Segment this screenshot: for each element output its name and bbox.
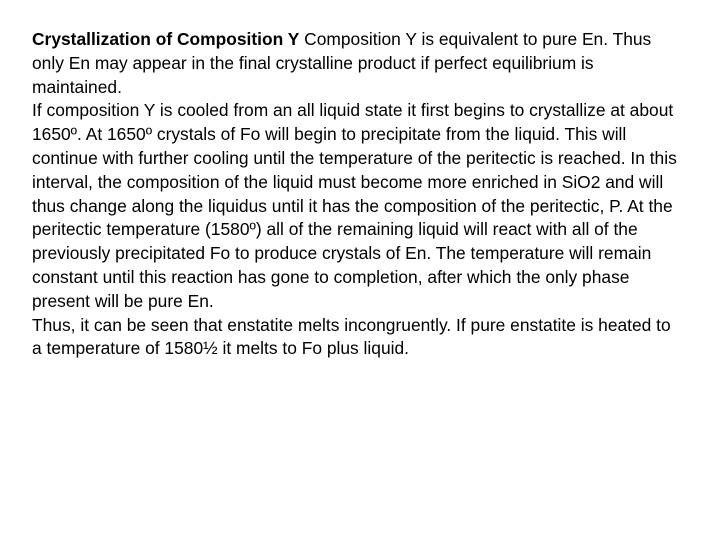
text-block (32, 28, 682, 361)
paragraph-1 (32, 28, 682, 99)
section-heading: Crystallization of Composition Y (32, 29, 300, 49)
paragraph-2: If composition Y is cooled from an all liquid state it first begins to crystallize at about 1650º. At 1650º crystals of Fo will begin to precipitate from the liquid. This will continue with further cooling until the temperature of the peritectic is reached. In this interval, the composition of the liquid must become more enriched in SiO2 and will thus change along the liquidus until it has the composition of the peritectic, P. At the peritectic temperature (1580º) all of the remaining liquid will react with all of the previously precipitated Fo to produce crystals of En. The temperature will remain constant until this reaction has gone to completion, after which the only phase present will be pure En. (32, 100, 677, 311)
paragraph-1-text: Composition Y is equivalent to pure En. Thus only En may appear in the final crystalline product if perfect equilibrium is maintained. (32, 29, 652, 97)
paragraph-3: Thus, it can be seen that enstatite melts incongruently. If pure enstatite is heated to a temperature of 1580½ it melts to Fo plus liquid. (32, 314, 671, 359)
